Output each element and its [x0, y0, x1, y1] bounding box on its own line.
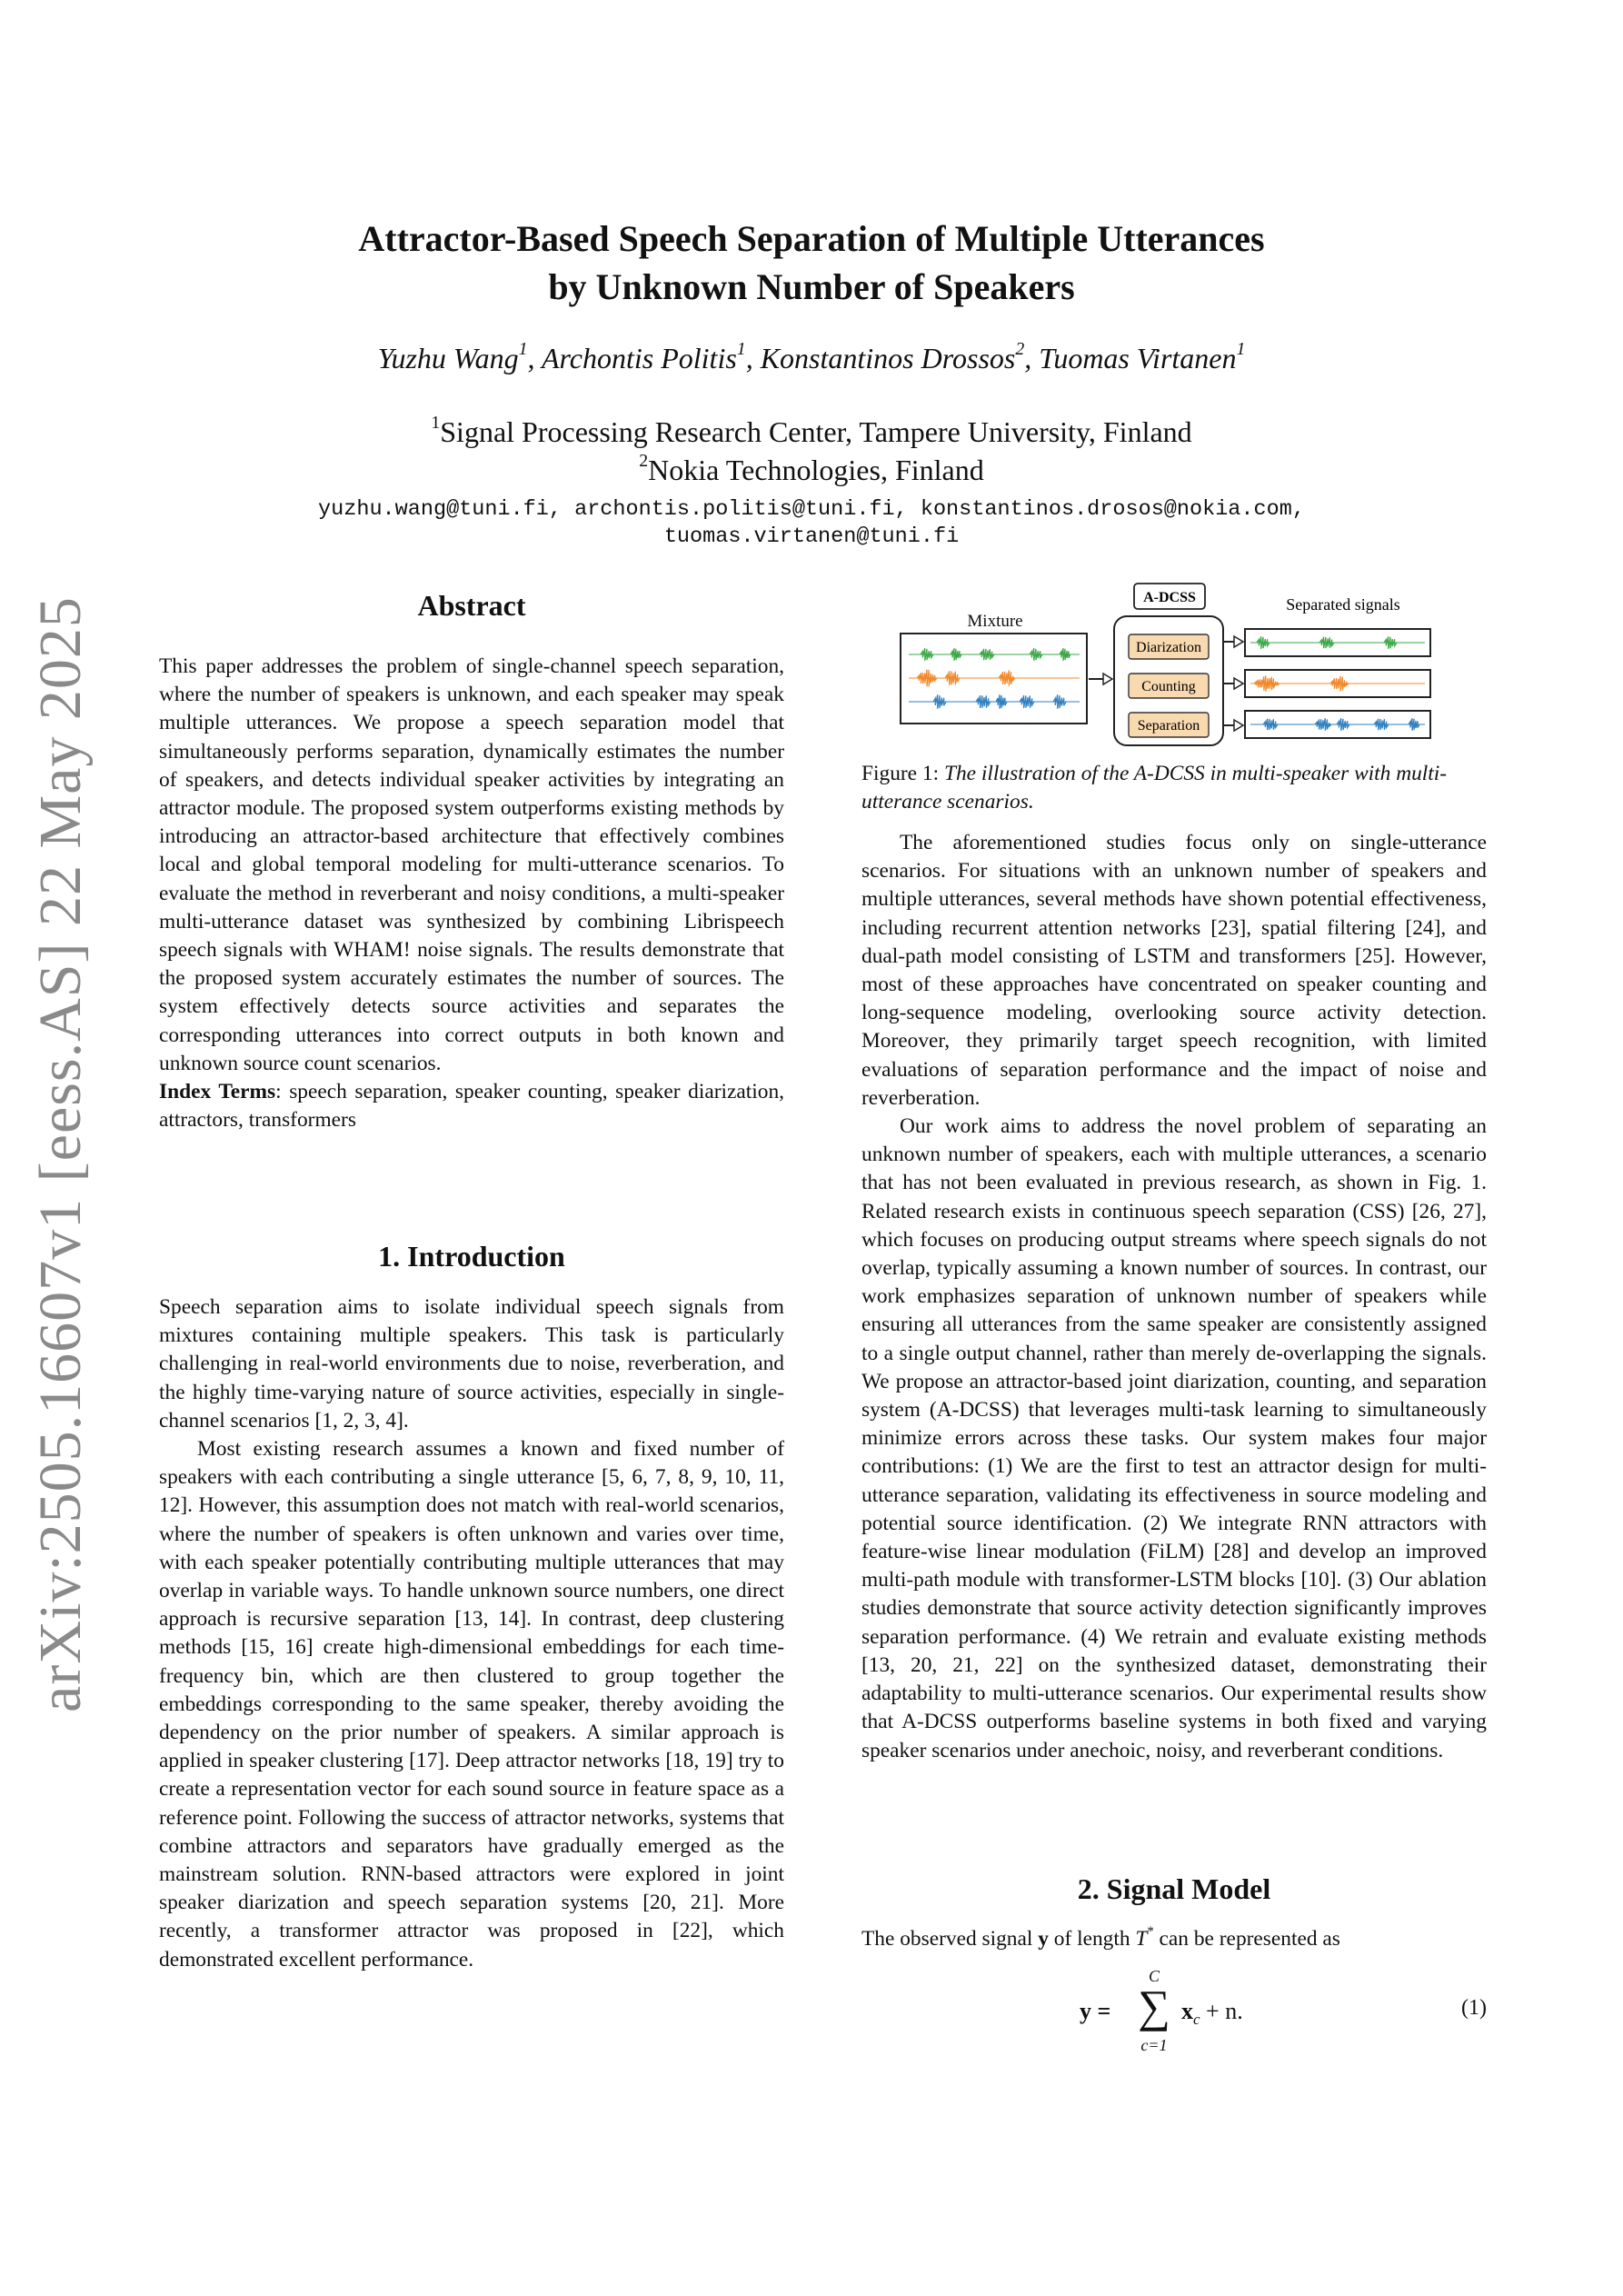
- eq-rest: + n.: [1200, 1998, 1243, 2024]
- eq-sum-sign: ∑: [1138, 1981, 1170, 2031]
- affiliation-mark: 2: [639, 451, 649, 472]
- abstract-text: This paper addresses the problem of single-channel speech separation, where the number of speakers is unknown, and each speaker may speak multiple utterances. We propose a speech separation model that simultaneously performs separation, dynamically estimates the number of speakers, and detects individual speaker activities by integrating an attractor module. The proposed system outperforms existing methods by introducing an attractor-based architecture that effectively combines local and global temporal modeling for multi-utterance scenarios. To evaluate the method in reverberant and noisy conditions, a multi-speaker multi-utterance dataset was synthesized by combining Librispeech speech signals with WHAM! noise signals. The results demonstrate that the proposed system accurately estimates the number of sources. The system effectively detects source activities and separates the corresponding utterances into correct outputs in both known and unknown source count scenarios.: [159, 654, 784, 1075]
- intro-paragraph: The aforementioned studies focus only on single-utterance scenarios. For situations with an unknown number of speakers and multiple utterances, several methods have shown potential effectiveness, including recurrent attention networks [23], spatial filtering [24], and dual-path model consisting of LSTM and transformers [25]. However, most of these approaches have concentrated on speaker counting and long-sequence modeling, overlooking source activity detection. Moreover, they primarily target speech recognition, with limited evaluations of separation performance and the impact of noise and reverberation.: [861, 831, 1487, 1110]
- affiliation-mark: 1: [431, 413, 441, 434]
- email-line-2: tuomas.virtanen@tuni.fi: [663, 524, 960, 549]
- author-name: Archontis Politis: [541, 342, 737, 374]
- section-heading-signal-model: 2. Signal Model: [1077, 1872, 1271, 1905]
- module-separation-label: Separation: [1137, 718, 1200, 734]
- intro-paragraph: Most existing research assumes a known and fixed number of speakers with each contributing a single utterance [5, 6, 7, 8, 9, 10, 11, 12]. However, this assumption does not match with real-world scenarios, where the number of speakers is often unknown and varies over time, with each speaker potentially contributing multiple utterances that may overlap in variable ways. To handle unknown source numbers, one direct approach is recursive separation [13, 14]. In contrast, deep clustering methods [15, 16] create high-dimensional embeddings for each time-frequency bin, which are then clustered to group together the embeddings corresponding to the same speaker, thereby avoiding the dependency on the prior number of speakers. A similar approach is applied in speaker clustering [17]. Deep attractor networks [18, 19] try to create a representation vector for each sound source in feature space as a reference point. Following the success of attractor networks, systems that combine attractors and separators have gradually emerged as the mainstream solution. RNN-based attractors were explored in joint speaker diarization and speech separation systems [20, 21]. More recently, a transformer attractor was proposed in [22], which demonstrated excellent performance.: [159, 1437, 784, 1972]
- title-line-1: Attractor-Based Speech Separation of Multiple Utterances: [358, 218, 1265, 259]
- author-list: Yuzhu Wang$^1$, Archontis Politis$^1$, Konstantinos Drossos$^2$, Tuomas Virtanen$^1$: [377, 339, 1246, 374]
- index-terms: [159, 1078, 784, 1134]
- introduction-right-column: [861, 829, 1487, 1765]
- paper-title: [182, 215, 1441, 311]
- arrow-to-system: [1089, 674, 1112, 684]
- eq-sum-upper: C: [1148, 1967, 1160, 1985]
- title-line-2: by Unknown Number of Speakers: [548, 266, 1075, 307]
- eq-rhs: [1181, 1998, 1243, 2029]
- var-T: T: [1135, 1927, 1148, 1951]
- affiliation-text: Signal Processing Research Center, Tampere University, Finland: [440, 415, 1192, 448]
- equation-1-math: [1080, 1963, 1279, 2063]
- intro-text: can be represented as: [1153, 1927, 1340, 1951]
- intro-text: The observed signal: [861, 1927, 1039, 1951]
- caption-text: The illustration of the A-DCSS in multi-speaker with multi-utterance scenarios.: [861, 762, 1448, 814]
- eq-sub: c: [1193, 2011, 1200, 2029]
- introduction-left-column: [159, 1293, 784, 1974]
- module-counting-label: Counting: [1141, 679, 1196, 694]
- author-name: Konstantinos Drossos: [760, 342, 1016, 374]
- author-mark: 1: [1236, 339, 1246, 360]
- intro-text: of length: [1048, 1927, 1136, 1951]
- figure-1: [900, 582, 1445, 751]
- abstract-heading: Abstract: [417, 589, 526, 622]
- var-y: y: [1038, 1927, 1049, 1951]
- email-line-1: yuzhu.wang@tuni.fi, archontis.politis@tuni.fi, konstantinos.drosos@nokia.com,: [318, 497, 1305, 522]
- index-terms-text: : speech separation, speaker counting, speaker diarization, attractors, transformers: [159, 1080, 784, 1133]
- intro-paragraph: Speech separation aims to isolate individual speech signals from mixtures containing multiple speakers. This task is particularly challenging in real-world environments due to noise, reverberation, and the highly time-varying nature of source activities, especially in single-channel scenarios [1, 2, 3, 4].: [159, 1295, 784, 1433]
- author-name: Yuzhu Wang: [377, 342, 519, 374]
- module-diarization-label: Diarization: [1136, 640, 1201, 655]
- index-terms-label: Index Terms: [159, 1080, 276, 1104]
- figure-1-caption: [861, 760, 1487, 816]
- section-heading-introduction: 1. Introduction: [378, 1240, 565, 1273]
- system-name: A-DCSS: [1143, 590, 1196, 605]
- separated-signals-label: Separated signals: [1286, 595, 1400, 614]
- author-mark: 1: [518, 339, 528, 360]
- author-mark: 1: [736, 339, 746, 360]
- figure-1-diagram: [900, 582, 1445, 751]
- signal-model-intro: [861, 1925, 1487, 1953]
- equation-number: (1): [1461, 1996, 1487, 2020]
- eq-x: x: [1181, 1998, 1193, 2024]
- signal-model-text: [861, 1925, 1487, 1953]
- equation-1: [861, 1963, 1487, 2063]
- arxiv-identifier: arXiv:2505.16607v1 [eess.AS] 22 May 2025: [27, 596, 94, 1712]
- affiliation-line: [182, 451, 1441, 489]
- output-arrows: [1223, 636, 1243, 731]
- abstract-body: [159, 653, 784, 1134]
- affiliations: [182, 413, 1441, 489]
- intro-paragraph: Our work aims to address the novel problem of separating an unknown number of speakers, each with multiple utterances, a scenario that has not been evaluated in previous research, as shown in Fig. 1. Related research exists in continuous speech separation (CSS) [26, 27], which focuses on producing output streams where speech signals do not overlap, typically assuming a known number of sources. In contrast, our work emphasizes separation of unknown number of speakers while ensuring all utterances from the same speaker are consistently assigned to a single output channel, rather than merely de-overlapping the signals. We propose an attractor-based joint diarization, counting, and separation system (A-DCSS) that leverages multi-task learning to simultaneously minimize errors across these tasks. Our system makes four major contributions: (1) We are the first to test an attractor design for multi-utterance separation, validating its effectiveness in source modeling and potential source identification. (2) We integrate RNN attractors with feature-wise linear modulation (FiLM) [28] and develop an improved multi-path module with transformer-LSTM blocks [10]. (3) Our ablation studies demonstrate that source activity detection significantly improves separation performance. (4) We retrain and evaluate existing methods [13, 20, 21, 22] on the synthesized dataset, demonstrating their adaptability to multi-utterance scenarios. Our experimental results show that A-DCSS outperforms baseline systems in both fixed and varying speaker scenarios under anechoic, noisy, and reverberant conditions.: [861, 1114, 1487, 1762]
- affiliation-text: Nokia Technologies, Finland: [648, 454, 984, 486]
- arxiv-sidebar: [20, 596, 102, 1712]
- eq-sum-lower: c=1: [1140, 2036, 1168, 2054]
- author-name: Tuomas Virtanen: [1039, 342, 1237, 374]
- mixture-label: Mixture: [967, 612, 1023, 631]
- var-T-sup: *: [1147, 1924, 1154, 1940]
- affiliation-line: [182, 413, 1441, 451]
- author-mark: 2: [1015, 339, 1025, 360]
- caption-prefix: Figure 1:: [861, 762, 944, 785]
- author-emails: [182, 496, 1441, 551]
- eq-lhs: y =: [1080, 1998, 1111, 2024]
